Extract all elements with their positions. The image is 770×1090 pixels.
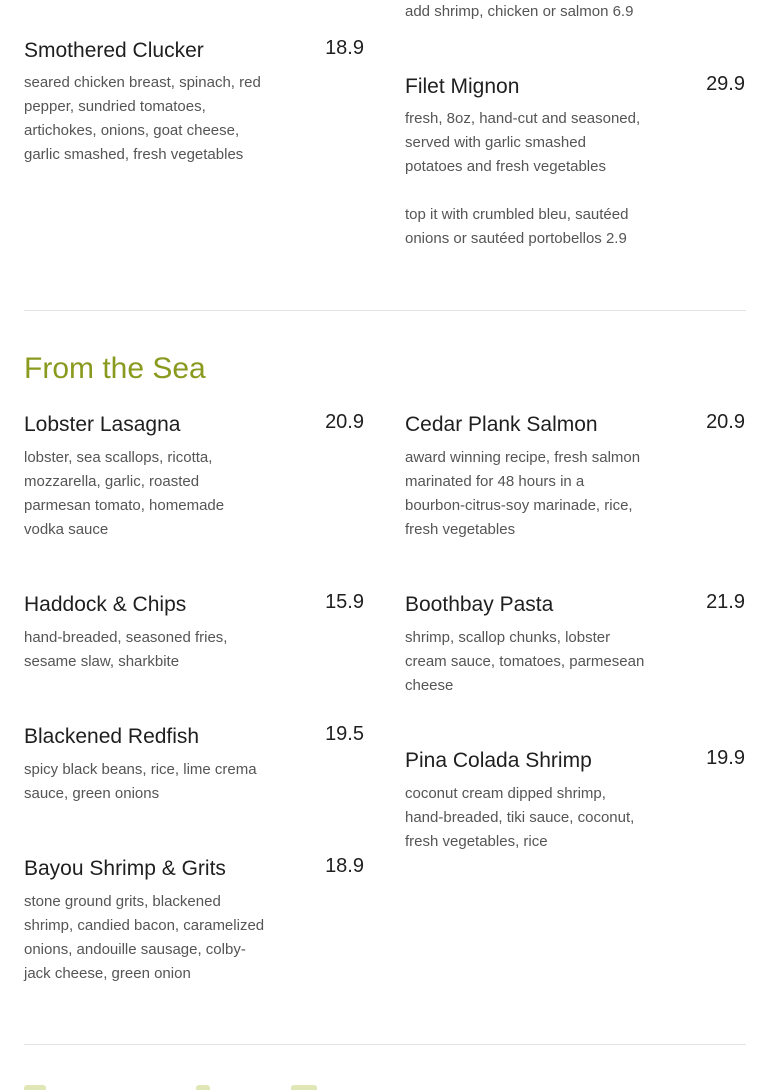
addon-note (405, 203, 665, 251)
desc-line: cream sauce, tomatoes, parmesean (405, 653, 645, 670)
desc-line: marinated for 48 hours in a (405, 473, 585, 490)
menu-item-filet-mignon (405, 74, 745, 251)
add-protein-note: add shrimp, chicken or salmon 6.9 (405, 3, 634, 20)
desc-line: stone ground grits, blackened (24, 893, 221, 910)
item-price: 21.9 (706, 591, 745, 613)
menu-item-smothered-clucker (24, 38, 364, 167)
desc-line: onions, andouille sausage, colby- (24, 941, 246, 958)
item-name: Bayou Shrimp & Grits (24, 857, 226, 880)
desc-line: spicy black beans, rice, lime crema (24, 761, 257, 778)
item-description (405, 107, 665, 179)
menu-item-haddock-chips (24, 592, 364, 674)
menu-item-blackened-redfish (24, 724, 364, 806)
item-description (405, 782, 665, 854)
desc-line: cheese (405, 677, 454, 694)
addon-line: onions or sautéed portobellos 2.9 (405, 230, 627, 247)
desc-line: pepper, sundried tomatoes, (24, 98, 206, 115)
desc-line: fresh, 8oz, hand-cut and seasoned, (405, 110, 641, 127)
item-price: 29.9 (706, 73, 745, 95)
item-description (24, 626, 274, 674)
item-price: 18.9 (325, 37, 364, 59)
cropped-glyph (24, 1085, 46, 1090)
next-section-heading-cropped (24, 1078, 324, 1090)
menu-item-bayou-shrimp-grits (24, 856, 364, 986)
desc-line: coconut cream dipped shrimp, (405, 785, 606, 802)
desc-line: lobster, sea scallops, ricotta, (24, 449, 213, 466)
item-price: 19.5 (325, 723, 364, 745)
section-divider (24, 1044, 746, 1045)
item-name: Boothbay Pasta (405, 593, 554, 616)
desc-line: potatoes and fresh vegetables (405, 158, 606, 175)
cropped-glyph (196, 1085, 210, 1090)
item-description (405, 446, 665, 542)
desc-line: fresh vegetables, rice (405, 833, 548, 850)
desc-line: parmesan tomato, homemade (24, 497, 225, 514)
item-name: Blackened Redfish (24, 725, 200, 748)
desc-line: shrimp, candied bacon, caramelized (24, 917, 265, 934)
desc-line: served with garlic smashed (405, 134, 586, 151)
item-description (24, 446, 274, 542)
menu-item-cedar-plank-salmon (405, 412, 745, 542)
item-description (24, 890, 284, 986)
item-name: Haddock & Chips (24, 593, 187, 616)
desc-line: vodka sauce (24, 521, 109, 538)
desc-line: garlic smashed, fresh vegetables (24, 146, 244, 163)
item-price: 15.9 (325, 591, 364, 613)
desc-line: fresh vegetables (405, 521, 516, 538)
section-title: From the Sea (24, 352, 206, 385)
addon-line: top it with crumbled bleu, sautéed (405, 206, 629, 223)
menu-item-lobster-lasagna (24, 412, 364, 542)
item-price: 18.9 (325, 855, 364, 877)
desc-line: artichokes, onions, goat cheese, (24, 122, 240, 139)
item-name: Lobster Lasagna (24, 413, 181, 436)
item-description (405, 626, 665, 698)
desc-line: award winning recipe, fresh salmon (405, 449, 641, 466)
item-name: Pina Colada Shrimp (405, 749, 592, 772)
desc-line: hand-breaded, seasoned fries, (24, 629, 228, 646)
section-divider (24, 310, 746, 311)
desc-line: bourbon-citrus-soy marinade, rice, (405, 497, 633, 514)
menu-item-pina-colada-shrimp (405, 748, 745, 854)
item-name: Smothered Clucker (24, 39, 204, 62)
desc-line: sesame slaw, sharkbite (24, 653, 180, 670)
item-price: 20.9 (706, 411, 745, 433)
desc-line: sauce, green onions (24, 785, 160, 802)
menu-item-boothbay-pasta (405, 592, 745, 698)
desc-line: shrimp, scallop chunks, lobster (405, 629, 611, 646)
cropped-glyph (291, 1085, 317, 1090)
desc-line: jack cheese, green onion (24, 965, 191, 982)
desc-line: mozzarella, garlic, roasted (24, 473, 200, 490)
desc-line: seared chicken breast, spinach, red (24, 74, 261, 91)
item-price: 20.9 (325, 411, 364, 433)
item-description (24, 71, 274, 167)
desc-line: hand-breaded, tiki sauce, coconut, (405, 809, 635, 826)
item-name: Filet Mignon (405, 75, 520, 98)
item-name: Cedar Plank Salmon (405, 413, 598, 436)
item-description (24, 758, 284, 806)
item-price: 19.9 (706, 747, 745, 769)
